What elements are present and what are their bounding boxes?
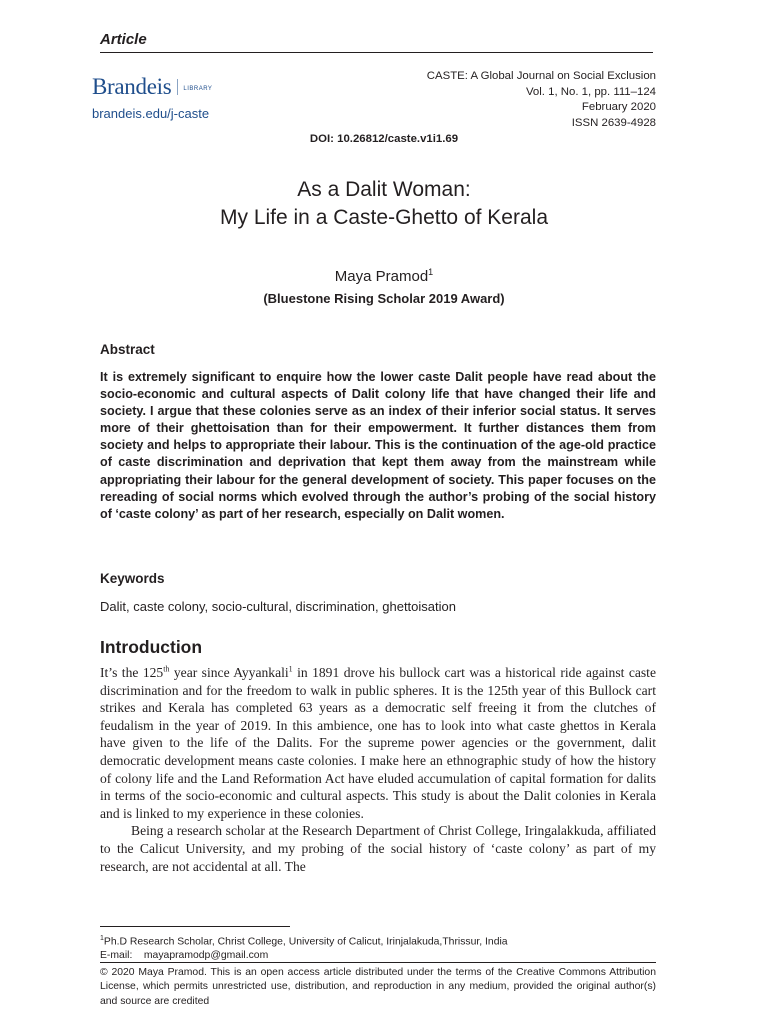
- title-line-2: My Life in a Caste-Ghetto of Kerala: [220, 206, 548, 229]
- journal-issn: ISSN 2639-4928: [571, 116, 656, 129]
- intro-p1-part-c: in 1891 drove his bullock cart was a historical ride against caste discrimination and for the freedom to walk in public spheres. It is the 125th year of this Bullock cart strikes and Kerala has completed 63 years as a democratic self freeing it from the clutches of feudalism in the year of 2019. In this ambience, one has to look into what caste ghettos in Kerala have given to the life of the Dalits. For the supreme power agencies or the government, dalit democratic development means caste colonies. I make here an ethnographic study of how the history of colony life and the Land Reformation Act have eluded accumulation of capital formation for dalits in terms of the socio-economic and cultural aspects. This study is about the Dalit colonies in Kerala and is linked to my experience in these colonies.: [100, 665, 656, 821]
- doi[interactable]: DOI: 10.26812/caste.v1i1.69: [309, 133, 459, 145]
- introduction-body: [100, 664, 656, 875]
- introduction-heading: Introduction: [100, 637, 203, 657]
- ordinal-suffix: th: [163, 664, 170, 674]
- logo-divider: [177, 79, 178, 95]
- footnote-rule: [100, 926, 290, 927]
- journal-date: February 2020: [581, 101, 656, 113]
- title-line-1: As a Dalit Woman:: [297, 178, 471, 201]
- footnote-mark: 1: [100, 935, 104, 942]
- intro-paragraph-2: Being a research scholar at the Research Department of Christ College, Iringalakkuda, affiliated to the Calicut University, and my probing of the social history of ‘caste colony’ as part of my research, are not accidental at all. The: [100, 823, 656, 874]
- author-name-text: Maya Pramod: [334, 268, 429, 285]
- footnote-affiliation-text: Ph.D Research Scholar, Christ College, University of Calicut, Irinjalakuda,Thrissur, India: [103, 936, 508, 948]
- author-name: [0, 267, 768, 285]
- logo-library-label: LIBRARY: [183, 86, 213, 92]
- journal-info: [427, 69, 656, 131]
- footnote: [100, 932, 508, 963]
- journal-name: CASTE: A Global Journal on Social Exclusion: [426, 70, 656, 82]
- abstract-heading: Abstract: [100, 342, 155, 357]
- brandeis-logo[interactable]: [92, 74, 212, 100]
- keywords-heading: Keywords: [100, 571, 165, 586]
- intro-p1-part-b: year since Ayyankali: [169, 665, 289, 680]
- article-label: Article: [100, 31, 147, 48]
- keywords-text: Dalit, caste colony, socio-cultural, discrimination, ghettoisation: [100, 599, 456, 614]
- journal-volume: Vol. 1, No. 1, pp. 111–124: [525, 85, 656, 98]
- intro-p1-part-a: It’s the 125: [100, 665, 164, 680]
- footnote-affiliation: [100, 932, 508, 949]
- abstract-text: It is extremely significant to enquire how the lower caste Dalit people have read about the socio-economic and cultural aspects of Dalit colony life that have changed their life and society. I argue that these colonies serve as an index of their inferior social status. It serves more of their ghettoisation than for their empowerment. It further distances them from society and helps to appropriate their labour. This is the continuation of the age-old practice of caste discrimination and deprivation that kept them away from the mainstream while appropriating their labour for the general development of society. This paper focuses on the rereading of social norms which evolved through the author’s probing of the social history of ‘caste colony’ as part of her research, especially on Dalit women.: [100, 370, 656, 521]
- footnote-ref[interactable]: 1: [288, 664, 293, 674]
- license-rule: [100, 962, 656, 963]
- footnote-email[interactable]: mayapramodp@gmail.com: [143, 950, 269, 962]
- article-title: [0, 176, 768, 232]
- author-footnote-mark[interactable]: 1: [428, 267, 434, 277]
- logo-wordmark: Brandeis: [92, 74, 172, 99]
- author-award: (Bluestone Rising Scholar 2019 Award): [263, 291, 505, 306]
- intro-paragraph-1: [100, 664, 656, 822]
- header-rule: [100, 52, 653, 53]
- journal-site-link[interactable]: brandeis.edu/j-caste: [92, 106, 210, 121]
- license-text: © 2020 Maya Pramod. This is an open access article distributed under the terms of the Creative Commons Attribution License, which permits unrestricted use, distribution, and reproduction in any medium, provided the original author(s) and source are credited: [100, 967, 656, 1007]
- footnote-email-label: E-mail:: [100, 950, 133, 962]
